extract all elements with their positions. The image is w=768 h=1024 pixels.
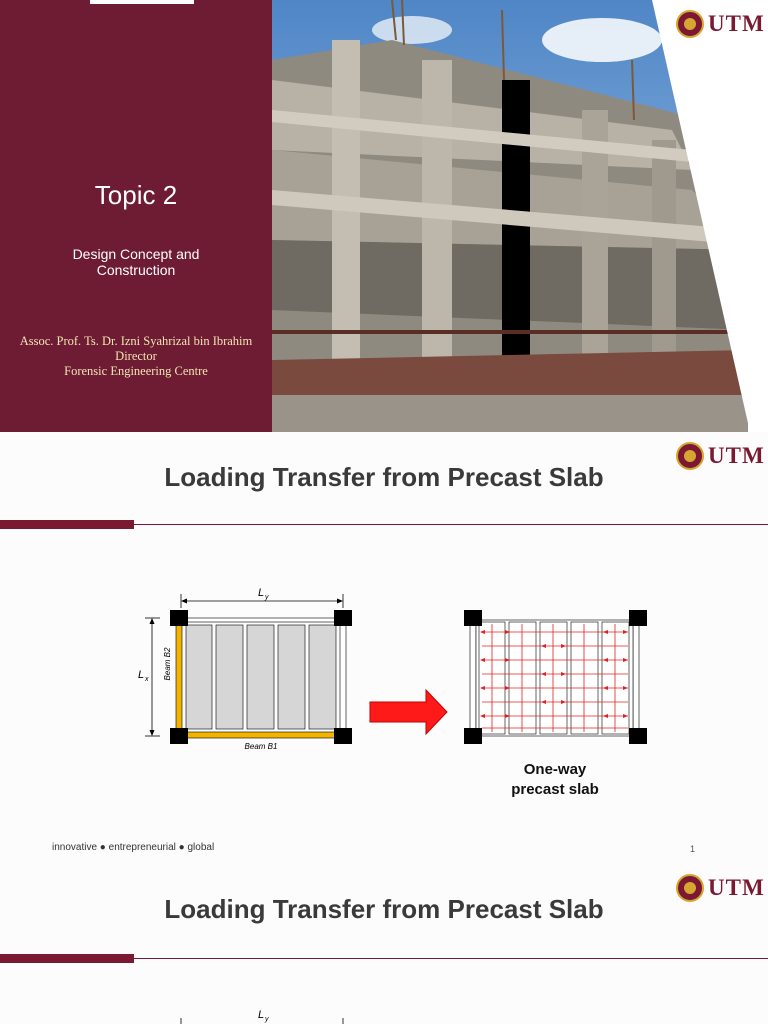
lx-subscript: x bbox=[145, 676, 149, 683]
diagram-caption bbox=[480, 760, 630, 800]
caption-line: One-way bbox=[523, 761, 587, 778]
content-slide-partial bbox=[0, 864, 768, 1024]
title-rule-accent bbox=[0, 520, 134, 529]
utm-logo-text: UTM bbox=[708, 443, 765, 468]
transfer-arrow-icon bbox=[370, 690, 447, 734]
content-slide bbox=[0, 432, 768, 864]
dimension-ly bbox=[181, 587, 343, 608]
load-transfer-diagram bbox=[0, 572, 768, 812]
dimension-ly-partial bbox=[0, 1004, 768, 1024]
ly-label: L bbox=[258, 1009, 265, 1021]
caption-line: precast slab bbox=[511, 781, 599, 798]
subtitle-line: Design Concept and bbox=[72, 246, 200, 262]
title-rule bbox=[134, 958, 768, 959]
dimension-lx bbox=[138, 618, 160, 736]
beam-b2 bbox=[176, 618, 182, 738]
slab-frame-left bbox=[163, 610, 352, 751]
right-white-wedge bbox=[640, 0, 768, 432]
topic-title: Topic 2 bbox=[94, 180, 178, 210]
title-rule-accent bbox=[0, 954, 134, 963]
utm-emblem-icon bbox=[676, 10, 704, 38]
title-panel bbox=[0, 0, 272, 432]
beam-b2-label: Beam B2 bbox=[163, 647, 172, 681]
page-number: 1 bbox=[690, 844, 696, 854]
top-tab bbox=[90, 0, 194, 4]
footer-motto: innovative ● entrepreneurial ● global bbox=[52, 842, 215, 853]
beam-b1-label: Beam B1 bbox=[244, 742, 278, 751]
beam-b1 bbox=[180, 732, 345, 738]
ly-label: L bbox=[258, 587, 265, 599]
topic-subtitle bbox=[0, 246, 272, 278]
utm-logo bbox=[676, 10, 765, 38]
title-slide bbox=[0, 0, 768, 432]
ly-subscript: y bbox=[265, 1016, 269, 1023]
ly-subscript: y bbox=[265, 594, 269, 601]
slab-frame-right bbox=[464, 610, 647, 744]
author-centre: Forensic Engineering Centre bbox=[64, 364, 208, 378]
lx-label: L bbox=[138, 669, 145, 681]
author-name: Assoc. Prof. Ts. Dr. Izni Syahrizal bin Ibrahim bbox=[19, 334, 253, 348]
subtitle-line: Construction bbox=[96, 262, 176, 278]
title-rule bbox=[134, 524, 768, 525]
slide-title: Loading Transfer from Precast Slab bbox=[164, 462, 604, 492]
author-block bbox=[0, 334, 272, 379]
utm-logo-text: UTM bbox=[708, 875, 765, 900]
utm-logo-text: UTM bbox=[708, 11, 765, 36]
slide-title: Loading Transfer from Precast Slab bbox=[164, 894, 604, 924]
author-position: Director bbox=[115, 349, 157, 363]
